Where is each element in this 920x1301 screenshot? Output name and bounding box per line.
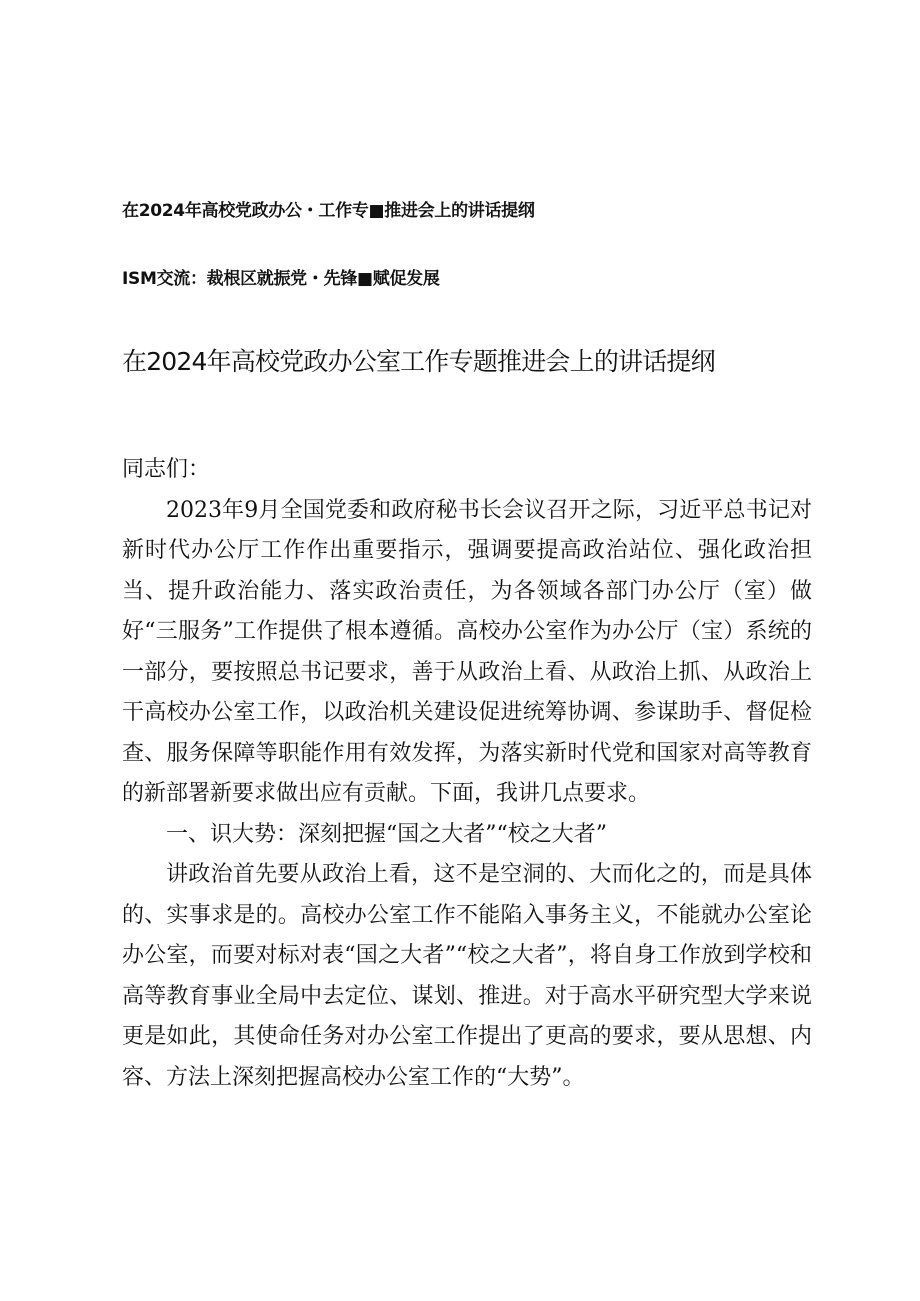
toc-line-1: 在2024年高校党政办公・工作专■推进会上的讲话提纲 [122, 201, 535, 221]
section-heading-1: 一、识大势：深刻把握“国之大者”“校之大者” [166, 821, 607, 847]
paragraph-intro: 2023年9月全国党委和政府秘书长会议召开之际，习近平总书记对新时代办公厅工作作出重要指示，强调要提高政治站位、强化政治担当、提升政治能力、落实政治责任，为各领域各部门办公厅（室）做好“三服务”工作提供了根本遵循。高校办公室作为办公厅（宝）系统的一部分，要按照总书记要求，善于从政治上看、从政治上抓、从政治上干高校办公室工作，以政治机关建设促进统筹协调、参谋助手、督促检查、服务保障等职能作用有效发挥，为落实新时代党和国家对高等教育的新部署新要求做出应有贡献。下面，我讲几点要求。 [122, 497, 812, 806]
document-title: 在2024年高校党政办公室工作专题推进会上的讲话提纲 [122, 347, 715, 376]
toc-line-2: ISM交流：裁根区就振党・先锋■赋促发展 [122, 269, 440, 289]
document-body [122, 450, 812, 1098]
paragraph-section-1: 讲政治首先要从政治上看，这不是空洞的、大而化之的，而是具体的、实事求是的。高校办公室工作不能陷入事务主义，不能就办公室论办公室，而要对标对表“国之大者”“校之大者”，将自身工作放到学校和高等教育事业全局中去定位、谋划、推进。对于高水平研究型大学来说更是如此，其使命任务对办公室工作提出了更高的要求，要从思想、内容、方法上深刻把握高校办公室工作的“大势”。 [122, 862, 812, 1090]
salutation: 同志们： [122, 457, 211, 482]
